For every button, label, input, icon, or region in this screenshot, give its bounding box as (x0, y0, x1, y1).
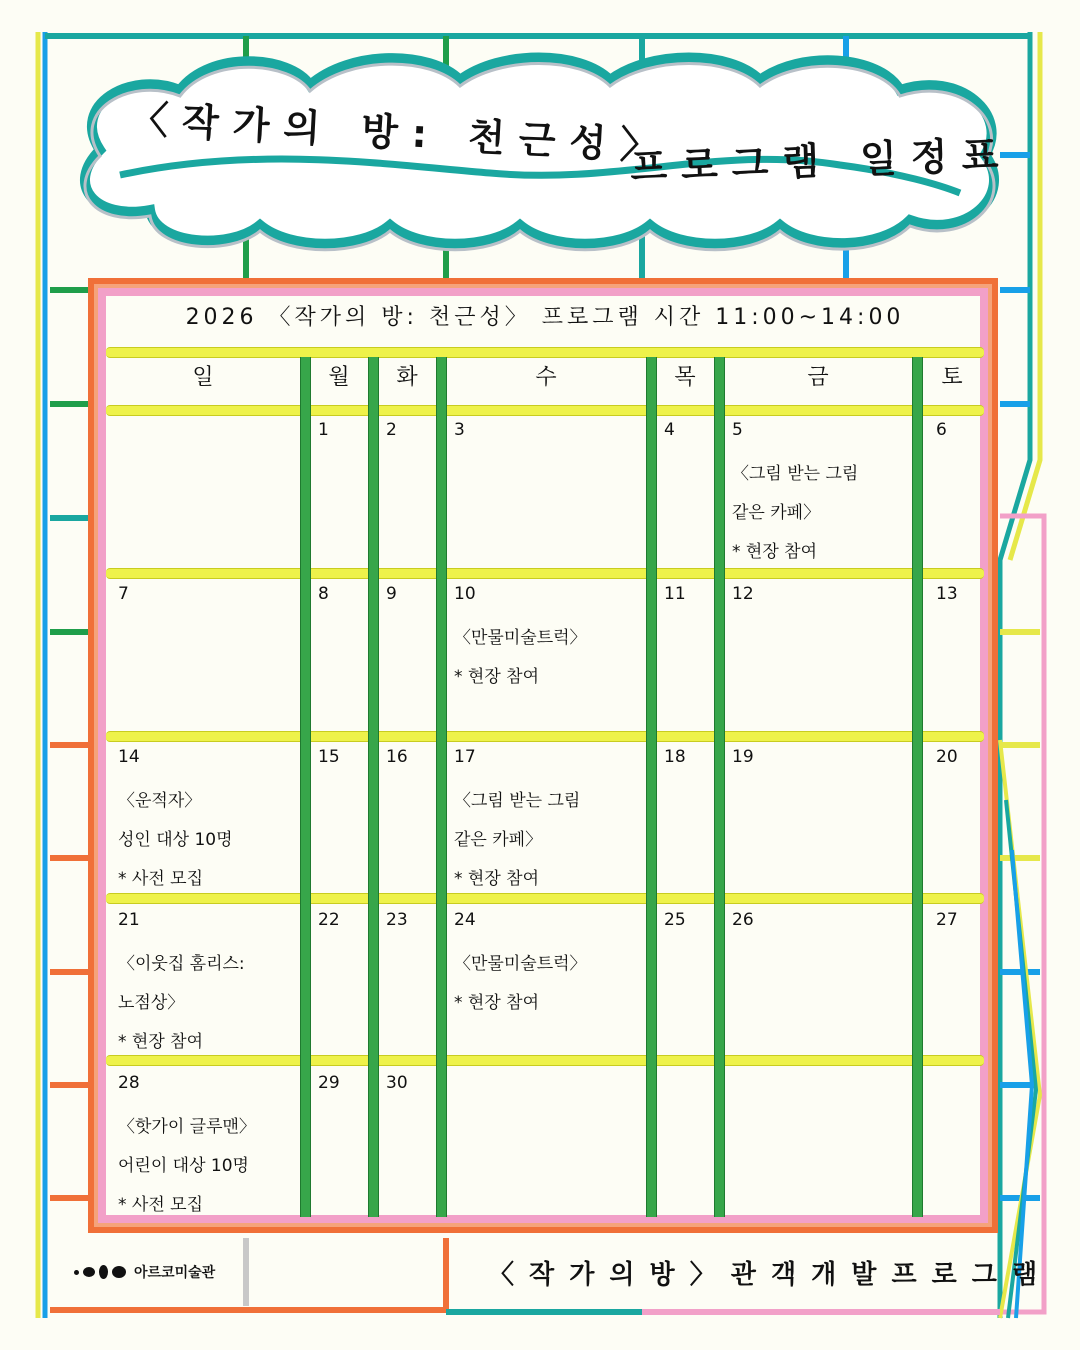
calendar-title: 2026 〈작가의 방: 천근성〉 프로그램 시간 11:00~14:00 (185, 305, 905, 330)
date-number: 16 (386, 747, 408, 767)
day-header-thu: 목 (674, 365, 696, 390)
date-number: 26 (732, 910, 754, 930)
calendar-row-divider (106, 893, 984, 904)
event-text: 〈그림 받는 그림 (454, 791, 581, 811)
date-number: 4 (664, 420, 675, 440)
date-number: 13 (936, 584, 958, 604)
date-number: 11 (664, 584, 686, 604)
event-text: * 현장 참여 (732, 542, 817, 562)
date-number: 8 (318, 584, 329, 604)
event-text: 〈만물미술트럭〉 (454, 954, 587, 974)
event-text: 〈핫가이 글루맨〉 (118, 1117, 256, 1137)
day-header-mon: 월 (328, 365, 350, 390)
date-number: 18 (664, 747, 686, 767)
date-number: 27 (936, 910, 958, 930)
calendar-column-divider (368, 357, 379, 1217)
date-number: 17 (454, 747, 476, 767)
date-number: 15 (318, 747, 340, 767)
logo-dot-icon (83, 1267, 95, 1277)
logo-dot-icon (74, 1270, 79, 1275)
arko-logo (74, 1262, 215, 1282)
date-number: 22 (318, 910, 340, 930)
logo-dot-icon (112, 1266, 126, 1278)
date-number: 29 (318, 1073, 340, 1093)
date-number: 28 (118, 1073, 140, 1093)
event-text: * 사전 모집 (118, 1195, 203, 1215)
event-text: 〈운적자〉 (118, 791, 202, 811)
date-number: 12 (732, 584, 754, 604)
date-number: 21 (118, 910, 140, 930)
date-number: 6 (936, 420, 947, 440)
calendar-inner-frame (98, 288, 988, 1223)
event-text: 〈그림 받는 그림 (732, 464, 859, 484)
date-number: 9 (386, 584, 397, 604)
event-text: 성인 대상 10명 (118, 830, 233, 850)
date-number: 5 (732, 420, 743, 440)
logo-dot-icon (99, 1265, 108, 1279)
date-number: 25 (664, 910, 686, 930)
event-text: 같은 카페〉 (454, 830, 543, 850)
date-number: 30 (386, 1073, 408, 1093)
calendar-row-divider (106, 1055, 984, 1066)
calendar-column-divider (300, 357, 311, 1217)
calendar-row-divider (106, 568, 984, 579)
calendar-row-divider (106, 347, 984, 358)
calendar-row-divider (106, 405, 984, 416)
event-text: 〈이웃집 홈리스: (118, 954, 245, 974)
date-number: 7 (118, 584, 129, 604)
date-number: 1 (318, 420, 329, 440)
calendar-row-divider (106, 731, 984, 742)
event-text: 노점상〉 (118, 993, 185, 1013)
event-text: * 현장 참여 (454, 993, 539, 1013)
calendar-column-divider (436, 357, 447, 1217)
date-number: 2 (386, 420, 397, 440)
date-number: 23 (386, 910, 408, 930)
page-title-part1: 〈작가의 방: 천근성〉 (129, 96, 674, 170)
calendar-column-divider (646, 357, 657, 1217)
event-text: 〈만물미술트럭〉 (454, 628, 587, 648)
page-title-part2: 프로그램 일정표 (629, 132, 1013, 190)
day-header-sat: 토 (941, 365, 963, 390)
event-text: 같은 카페〉 (732, 503, 821, 523)
logo-text: 아르코미술관 (134, 1265, 216, 1281)
date-number: 14 (118, 747, 140, 767)
date-number: 19 (732, 747, 754, 767)
date-number: 24 (454, 910, 476, 930)
event-text: * 현장 참여 (454, 667, 539, 687)
day-header-fri: 금 (807, 365, 829, 390)
date-number: 20 (936, 747, 958, 767)
date-number: 3 (454, 420, 465, 440)
calendar-column-divider (912, 357, 923, 1217)
event-text: 어린이 대상 10명 (118, 1156, 249, 1176)
day-header-sun: 일 (192, 365, 214, 390)
event-text: * 사전 모집 (118, 869, 203, 889)
date-number: 10 (454, 584, 476, 604)
event-text: * 현장 참여 (118, 1032, 203, 1052)
day-header-wed: 수 (535, 365, 557, 390)
day-header-tue: 화 (396, 365, 418, 390)
calendar-column-divider (714, 357, 725, 1217)
event-text: * 현장 참여 (454, 869, 539, 889)
footer-program-title: 〈 작 가 의 방 〉 관 객 개 발 프 로 그 램 (488, 1260, 1041, 1290)
